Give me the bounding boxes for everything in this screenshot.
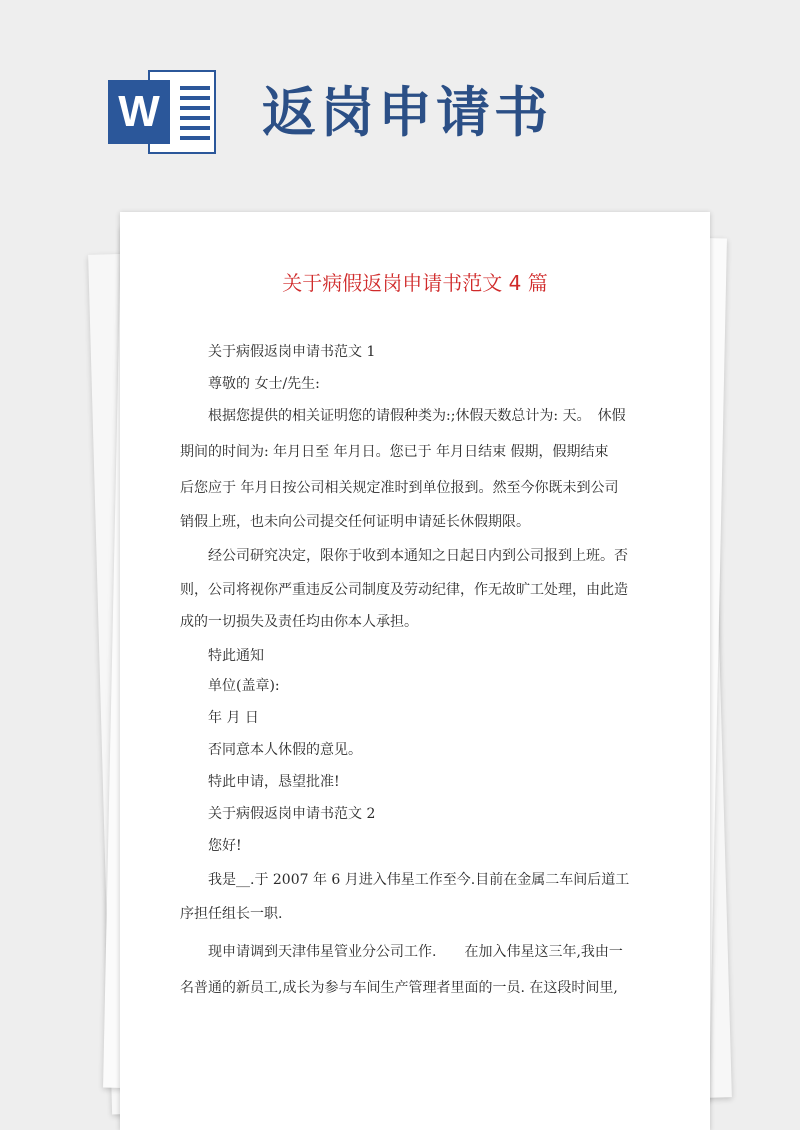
text-line: 特此申请，恳望批准! bbox=[208, 774, 340, 790]
date-line: 年 月 日 bbox=[208, 710, 259, 726]
word-letter-badge: W bbox=[108, 80, 170, 144]
text-line: 否同意本人休假的意见。 bbox=[208, 742, 362, 758]
text-line: 单位(盖章): bbox=[208, 678, 280, 694]
text-line: 特此通知 bbox=[208, 648, 264, 664]
text-line: 现申请调到天津伟星管业分公司工作. 在加入伟星这三年,我由一 bbox=[208, 944, 623, 960]
salutation-line: 尊敬的 女士/先生: bbox=[208, 376, 320, 392]
section-heading-2: 关于病假返岗申请书范文 2 bbox=[208, 806, 376, 822]
greeting-line: 您好! bbox=[208, 838, 242, 854]
document-title: 关于病假返岗申请书范文 4 篇 bbox=[282, 271, 548, 295]
header-banner bbox=[0, 0, 800, 200]
text-line: 名普通的新员工,成长为参与车间生产管理者里面的一员. 在这段时间里, bbox=[180, 980, 618, 996]
text-line: 我是__.于 2007 年 6 月进入伟星工作至今.目前在金属二车间后道工 bbox=[208, 872, 630, 888]
text-line: 则，公司将视你严重违反公司制度及劳动纪律，作无故旷工处理，由此造 bbox=[180, 582, 628, 598]
text-line: 序担任组长一职. bbox=[180, 906, 283, 922]
text-line: 成的一切损失及责任均由你本人承担。 bbox=[180, 614, 418, 630]
word-document-icon bbox=[108, 70, 216, 154]
text-line: 经公司研究决定，限你于收到本通知之日起日内到公司报到上班。否 bbox=[208, 548, 628, 564]
document-page bbox=[120, 212, 710, 1130]
banner-title: 返岗申请书 bbox=[262, 81, 552, 144]
section-heading-1: 关于病假返岗申请书范文 1 bbox=[208, 344, 376, 360]
text-line: 根据您提供的相关证明您的请假种类为:;休假天数总计为: 天。 休假 bbox=[208, 408, 626, 424]
text-line: 后您应于 年月日按公司相关规定准时到单位报到。然至今你既未到公司 bbox=[180, 480, 619, 496]
text-line: 销假上班，也未向公司提交任何证明申请延长休假期限。 bbox=[180, 514, 530, 530]
text-line: 期间的时间为: 年月日至 年月日。您已于 年月日结束 假期，假期结束 bbox=[180, 444, 609, 460]
